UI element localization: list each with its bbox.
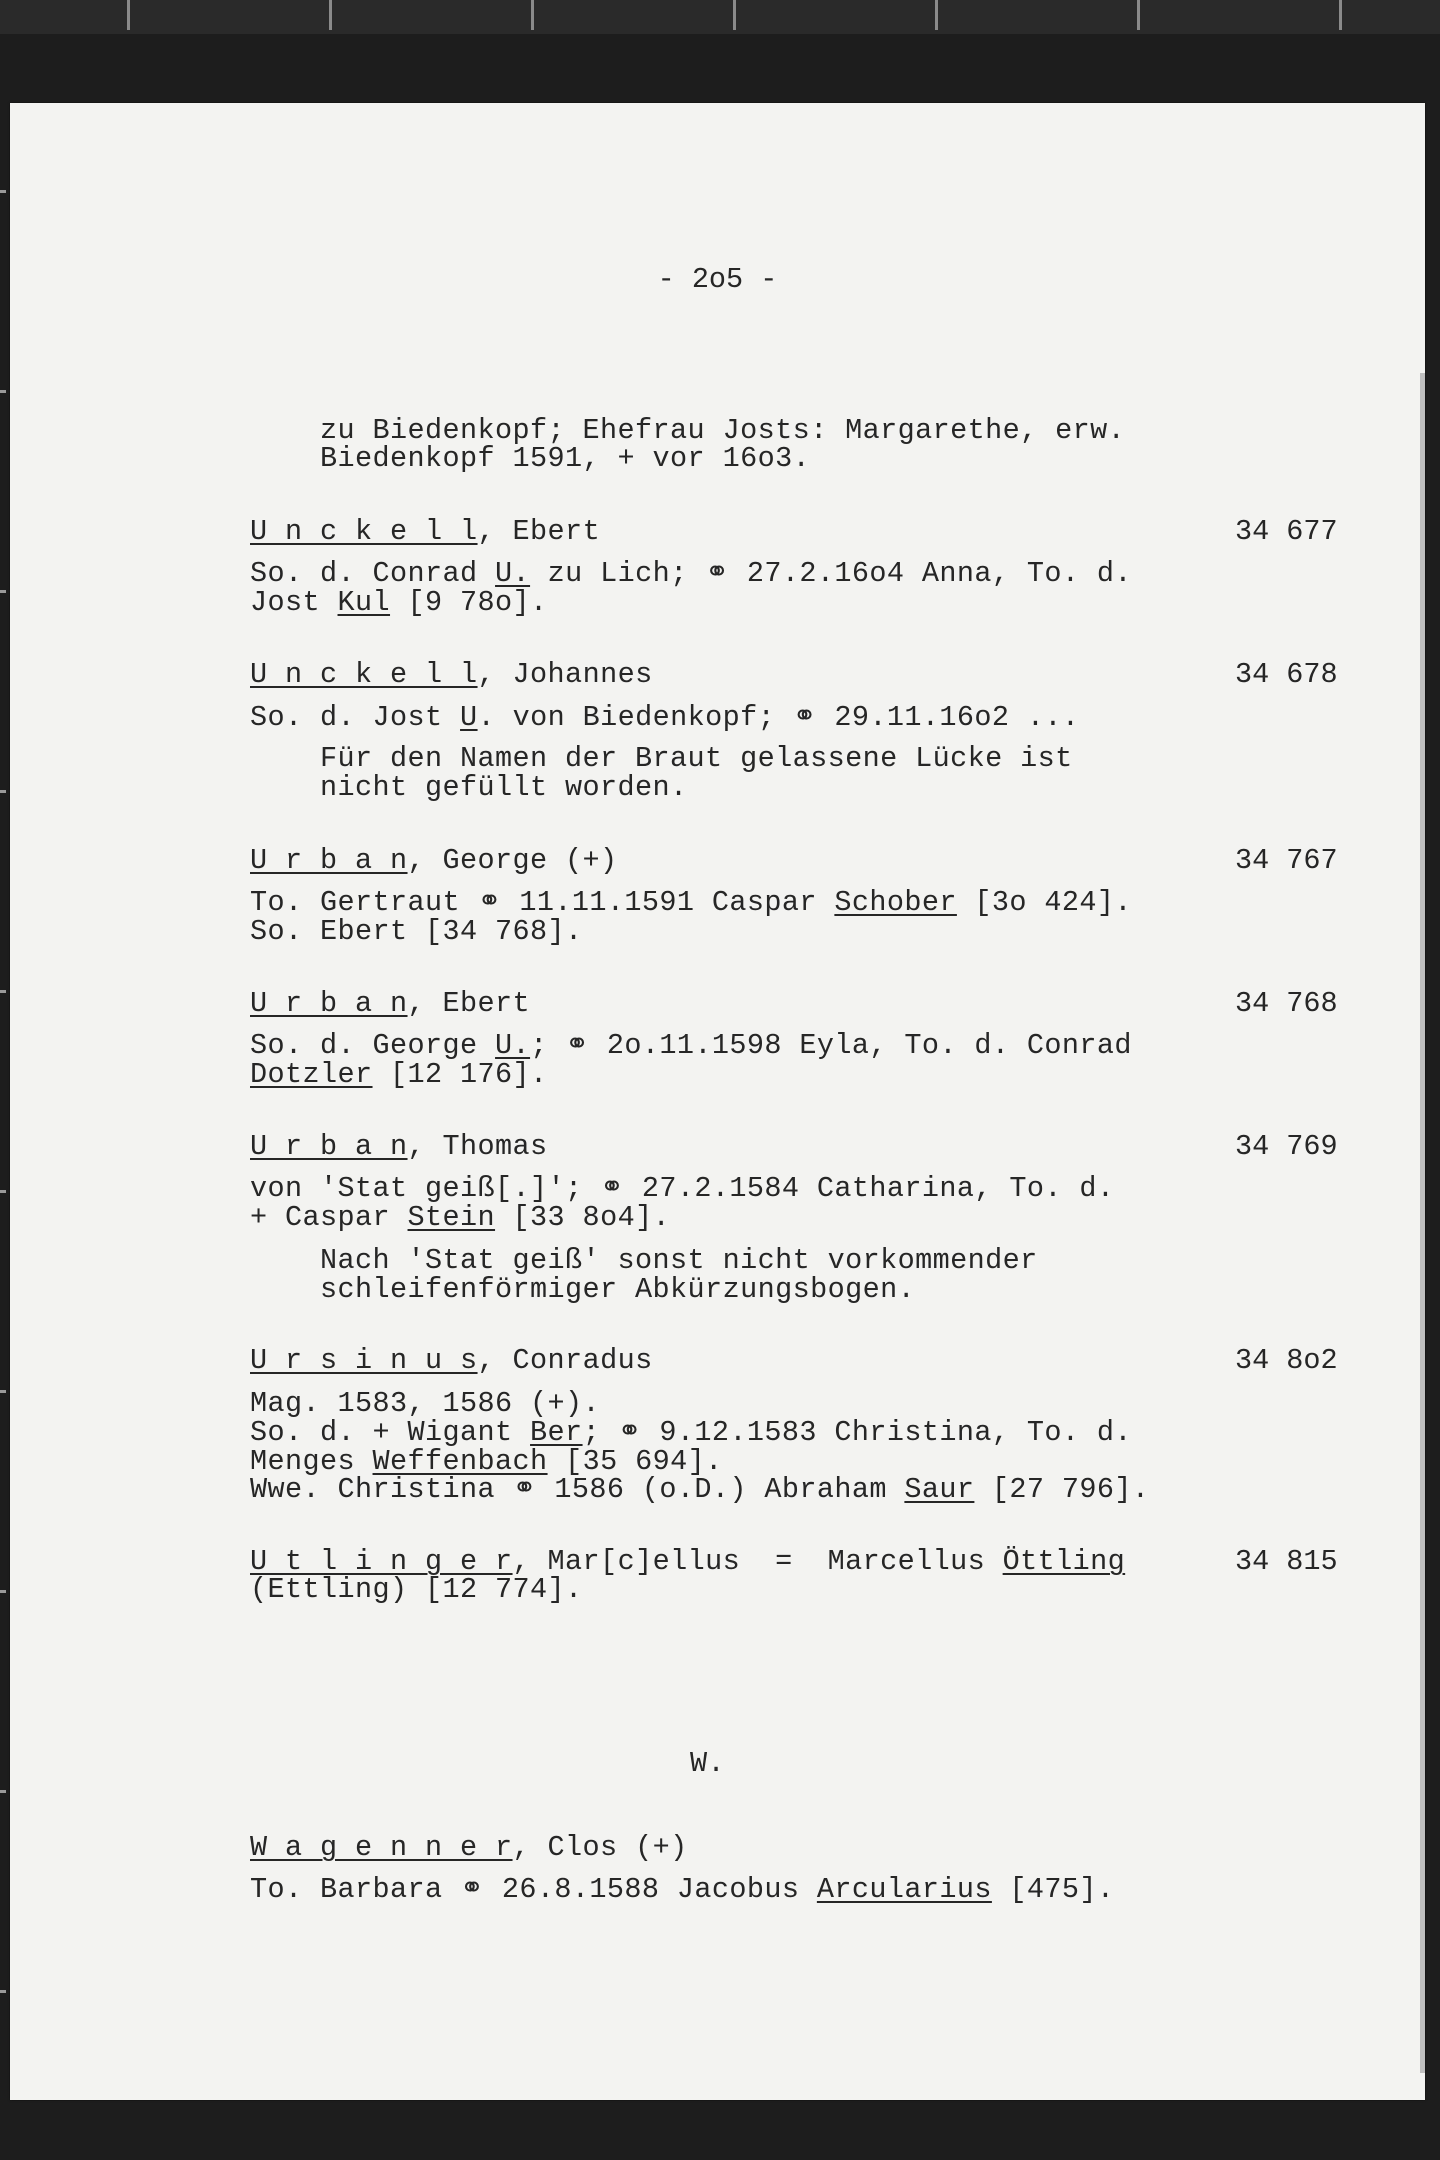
text-line xyxy=(250,588,548,618)
underlined-name: Kul xyxy=(337,586,391,619)
underlined-name: Öttling xyxy=(1002,1545,1126,1578)
entry-number: 34 815 xyxy=(1235,1545,1338,1578)
entry-heading xyxy=(250,1833,688,1863)
text-span: [33 8o4]. xyxy=(495,1201,671,1234)
text-span: [35 694]. xyxy=(547,1445,723,1478)
text-span: To. Barbara ⚭ 26.8.1588 Jacobus xyxy=(250,1873,817,1906)
entry-number: 34 8o2 xyxy=(1235,1344,1338,1377)
underlined-name: U xyxy=(460,701,478,734)
text-span: To. Gertraut ⚭ 11.11.1591 Caspar xyxy=(250,886,835,919)
text-span: ; ⚭ 2o.11.1598 Eyla, To. d. Conrad xyxy=(530,1029,1132,1062)
entry-given: , Clos (+) xyxy=(512,1831,688,1864)
entry-heading xyxy=(250,846,618,876)
edge-mark xyxy=(0,1990,6,1993)
entry-surname: U r b a n xyxy=(250,987,408,1020)
edge-mark xyxy=(0,990,6,993)
entry-number: 34 677 xyxy=(1235,515,1338,548)
text-line xyxy=(250,888,1132,918)
text-line xyxy=(250,1418,1132,1448)
entry-heading xyxy=(250,989,530,1019)
film-strip xyxy=(0,0,1440,34)
underlined-name: Stein xyxy=(407,1201,496,1234)
film-tick xyxy=(935,0,938,30)
text-line: (Ettling) [12 774]. xyxy=(250,1573,583,1606)
entry-number: 34 769 xyxy=(1235,1130,1338,1163)
text-line xyxy=(250,703,1079,733)
entry-surname: U r b a n xyxy=(250,1130,408,1163)
text-line: von 'Stat geiß[.]'; ⚭ 27.2.1584 Catharina, To. d. xyxy=(250,1172,1115,1205)
underlined-name: Schober xyxy=(834,886,957,919)
film-tick xyxy=(733,0,736,30)
entry-given: , Thomas xyxy=(407,1130,548,1163)
film-tick xyxy=(329,0,332,30)
film-tick xyxy=(531,0,534,30)
page-number: - 2o5 - xyxy=(657,263,778,296)
text-span: So. d. George xyxy=(250,1029,496,1062)
entry-surname: U r b a n xyxy=(250,844,408,877)
text-line xyxy=(250,1475,1149,1505)
underlined-name: U. xyxy=(495,557,531,590)
text-line: Biedenkopf 1591, + vor 16o3. xyxy=(320,442,811,475)
underlined-name: Weffenbach xyxy=(372,1445,548,1478)
text-span: So. d. Conrad xyxy=(250,557,496,590)
document-page xyxy=(10,103,1425,2100)
entry-number: 34 767 xyxy=(1235,844,1338,877)
edge-mark xyxy=(0,1190,6,1193)
text-line xyxy=(250,1203,670,1233)
text-line: So. Ebert [34 768]. xyxy=(250,915,583,948)
text-span: Wwe. Christina ⚭ 1586 (o.D.) Abraham xyxy=(250,1473,905,1506)
text-span: [27 796]. xyxy=(974,1473,1150,1506)
edge-mark xyxy=(0,1590,6,1593)
section-letter: W. xyxy=(690,1747,726,1780)
entry-number: 34 678 xyxy=(1235,658,1338,691)
entry-surname: W a g e n n e r xyxy=(250,1831,513,1864)
entry-number: 34 768 xyxy=(1235,987,1338,1020)
edge-mark xyxy=(0,1390,6,1393)
text-span: Menges xyxy=(250,1445,373,1478)
entry-given: , Conradus xyxy=(477,1344,653,1377)
text-span: + Caspar xyxy=(250,1201,408,1234)
text-line xyxy=(250,1031,1132,1061)
edge-mark xyxy=(0,590,6,593)
entry-given: , Ebert xyxy=(407,987,531,1020)
underlined-name: Ber xyxy=(530,1416,583,1449)
underlined-name: Saur xyxy=(904,1473,975,1506)
note-line: Für den Namen der Braut gelassene Lücke ist xyxy=(320,742,1073,775)
film-tick xyxy=(127,0,130,30)
edge-mark xyxy=(0,790,6,793)
text-line xyxy=(250,1875,1114,1905)
entry-surname: U t l i n g e r xyxy=(250,1545,513,1578)
entry-given: , Mar[c]ellus = Marcellus xyxy=(512,1545,1003,1578)
film-tick xyxy=(1339,0,1342,30)
entry-surname: U r s i n u s xyxy=(250,1344,478,1377)
edge-mark xyxy=(0,390,6,393)
text-line xyxy=(250,1060,548,1090)
entry-heading xyxy=(250,660,653,690)
entry-heading xyxy=(250,517,600,547)
text-span: [9 78o]. xyxy=(390,586,548,619)
entry-surname: U n c k e l l xyxy=(250,515,478,548)
text-line: Mag. 1583, 1586 (+). xyxy=(250,1387,601,1420)
entry-heading xyxy=(250,1346,653,1376)
edge-mark xyxy=(0,190,6,193)
page-edge xyxy=(1420,373,1425,2073)
note-line: schleifenförmiger Abkürzungsbogen. xyxy=(320,1273,916,1306)
text-span: [12 176]. xyxy=(372,1058,548,1091)
text-span: [3o 424]. xyxy=(956,886,1132,919)
entry-given: , George (+) xyxy=(407,844,618,877)
film-tick xyxy=(1137,0,1140,30)
underlined-name: U. xyxy=(495,1029,531,1062)
text-span: . von Biedenkopf; ⚭ 29.11.16o2 ... xyxy=(477,701,1080,734)
text-span: ; ⚭ 9.12.1583 Christina, To. d. xyxy=(582,1416,1132,1449)
entry-given: , Ebert xyxy=(477,515,601,548)
text-span: [475]. xyxy=(991,1873,1115,1906)
entry-surname: U n c k e l l xyxy=(250,658,478,691)
entry-given: , Johannes xyxy=(477,658,653,691)
text-span: So. d. + Wigant xyxy=(250,1416,531,1449)
entry-heading xyxy=(250,1132,548,1162)
text-span: So. d. Jost xyxy=(250,701,461,734)
note-line: Nach 'Stat geiß' sonst nicht vorkommender xyxy=(320,1244,1038,1277)
underlined-name: Arcularius xyxy=(816,1873,992,1906)
text-span: zu Lich; ⚭ 27.2.16o4 Anna, To. d. xyxy=(530,557,1132,590)
note-line: nicht gefüllt worden. xyxy=(320,771,688,804)
text-line xyxy=(250,559,1132,589)
edge-mark xyxy=(0,1790,6,1793)
underlined-name: Dotzler xyxy=(250,1058,373,1091)
text-line: zu Biedenkopf; Ehefrau Josts: Margarethe, erw. xyxy=(320,414,1126,447)
text-span: Jost xyxy=(250,586,338,619)
